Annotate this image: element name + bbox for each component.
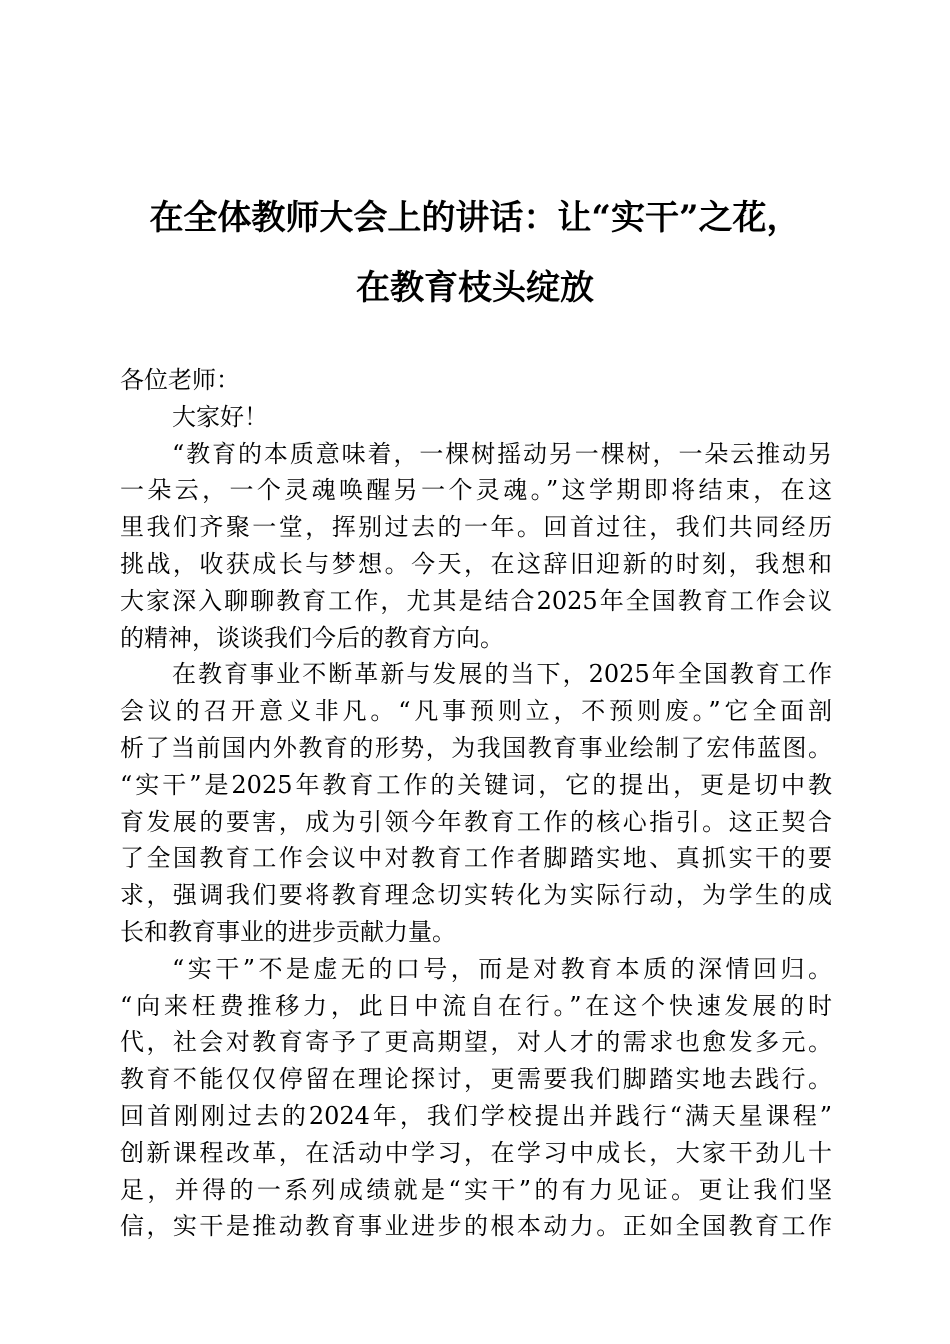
body-line: 大家深入聊聊教育工作，尤其是结合2025年全国教育工作会议 (120, 586, 832, 615)
greeting: 大家好！ (172, 402, 268, 431)
body-line: 会议的召开意义非凡。“凡事预则立，不预则废。”它全面剖 (120, 697, 832, 726)
body-line: “实干”是2025年教育工作的关键词，它的提出，更是切中教 (120, 770, 832, 799)
body-line: 挑战，收获成长与梦想。今天，在这辞旧迎新的时刻，我想和 (120, 549, 832, 578)
body-line: 里我们齐聚一堂，挥别过去的一年。回首过往，我们共同经历 (120, 513, 832, 542)
body-line: “向来枉费推移力，此日中流自在行。”在这个快速发展的时 (120, 991, 832, 1020)
salutation: 各位老师： (120, 366, 240, 394)
body-line: 创新课程改革，在活动中学习，在学习中成长，大家干劲儿十 (120, 1138, 832, 1167)
body-line: 回首刚刚过去的2024年，我们学校提出并践行“满天星课程” (120, 1101, 832, 1130)
body-line: 教育不能仅仅停留在理论探讨，更需要我们脚踏实地去践行。 (120, 1065, 832, 1094)
body-line: “实干”不是虚无的口号，而是对教育本质的深情回归。 (172, 954, 832, 983)
document-title-line-1: 在全体教师大会上的讲话：让“实干”之花， (149, 198, 801, 238)
body-line: 一朵云，一个灵魂唤醒另一个灵魂。”这学期即将结束，在这 (120, 476, 832, 505)
body-line: 代，社会对教育寄予了更高期望，对人才的需求也愈发多元。 (120, 1028, 832, 1057)
document-body (120, 362, 832, 1245)
body-line: 析了当前国内外教育的形势，为我国教育事业绘制了宏伟蓝图。 (120, 733, 832, 762)
body-line: 足，并得的一系列成绩就是“实干”的有力见证。更让我们坚 (120, 1175, 832, 1204)
document-title-line-2: 在教育枝头绽放 (356, 268, 594, 308)
body-line: 育发展的要害，成为引领今年教育工作的核心指引。这正契合 (120, 807, 832, 836)
body-line: 了全国教育工作会议中对教育工作者脚踏实地、真抓实干的要 (120, 844, 832, 873)
body-line: 长和教育事业的进步贡献力量。 (120, 917, 456, 946)
body-line: “教育的本质意味着，一棵树摇动另一棵树，一朵云推动另 (172, 439, 832, 468)
body-line: 在教育事业不断革新与发展的当下，2025年全国教育工作 (172, 660, 832, 689)
body-line: 信，实干是推动教育事业进步的根本动力。正如全国教育工作 (120, 1212, 832, 1241)
body-line: 的精神，谈谈我们今后的教育方向。 (120, 623, 504, 652)
body-line: 求，强调我们要将教育理念切实转化为实际行动，为学生的成 (120, 881, 832, 910)
